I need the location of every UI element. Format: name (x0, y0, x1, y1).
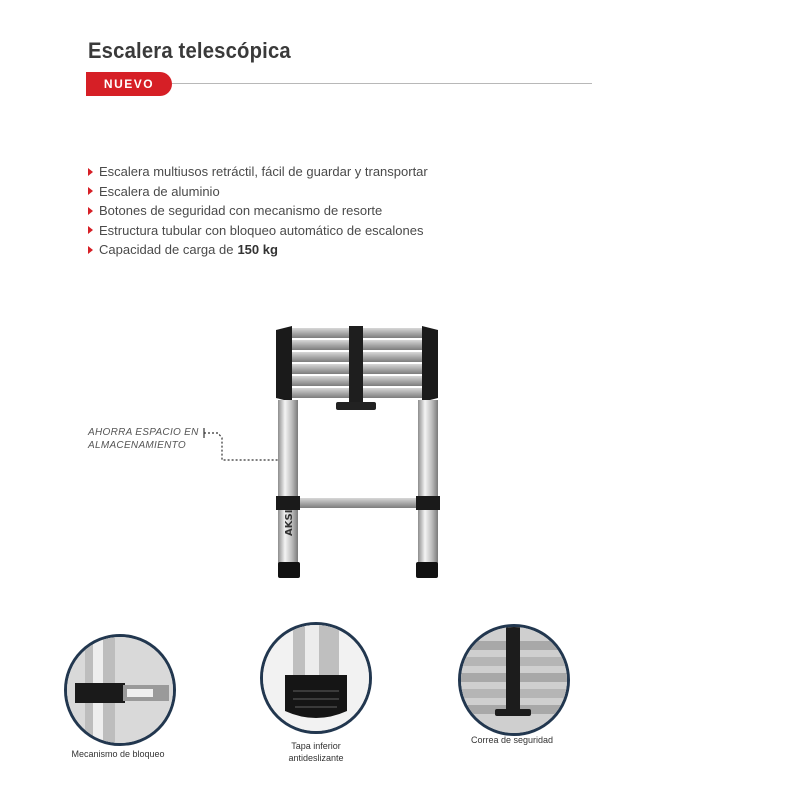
lock-mechanism-icon (67, 637, 173, 743)
bullet-icon (88, 246, 93, 254)
feature-item (86, 162, 428, 182)
lock-mechanism-thumbnail (64, 634, 176, 746)
feature-text: Escalera multiusos retráctil, fácil de guardar y transportar (99, 164, 428, 179)
feature-text: Botones de seguridad con mecanismo de resorte (99, 203, 383, 218)
space-saving-callout (88, 426, 199, 452)
bullet-icon (88, 226, 93, 234)
feature-text: Estructura tubular con bloqueo automático de escalones (99, 222, 424, 238)
new-badge: NUEVO (86, 72, 172, 96)
feature-text: Capacidad de carga de (99, 242, 234, 257)
safety-strap-icon (461, 627, 567, 733)
feature-item (86, 221, 428, 241)
feature-text: Escalera de aluminio (99, 183, 220, 199)
ladder-brand: AKSI (284, 509, 295, 536)
page-title: Escalera telescópica (88, 38, 291, 63)
safety-strap-image (349, 326, 363, 406)
bullet-icon (88, 207, 93, 215)
callout-line: AHORRA ESPACIO EN (88, 427, 199, 438)
anti-slip-foot-icon (263, 625, 369, 731)
header-divider (172, 83, 592, 84)
telescopic-ladder-image (262, 318, 452, 588)
feature-item (86, 201, 428, 221)
anti-slip-foot-thumbnail (260, 622, 372, 734)
feature-item (86, 240, 428, 260)
feature-highlight: 150 kg (237, 242, 278, 257)
bullet-icon (88, 168, 93, 176)
safety-strap-thumbnail (458, 624, 570, 736)
detail-caption: Correa de seguridad (470, 735, 554, 745)
detail-caption: Mecanismo de bloqueo (71, 749, 165, 759)
feature-item (86, 182, 428, 202)
bullet-icon (88, 187, 93, 195)
detail-caption: Tapa inferior antideslizante (288, 741, 344, 763)
callout-line: ALMACENAMIENTO (88, 440, 186, 451)
feature-list (86, 162, 428, 260)
